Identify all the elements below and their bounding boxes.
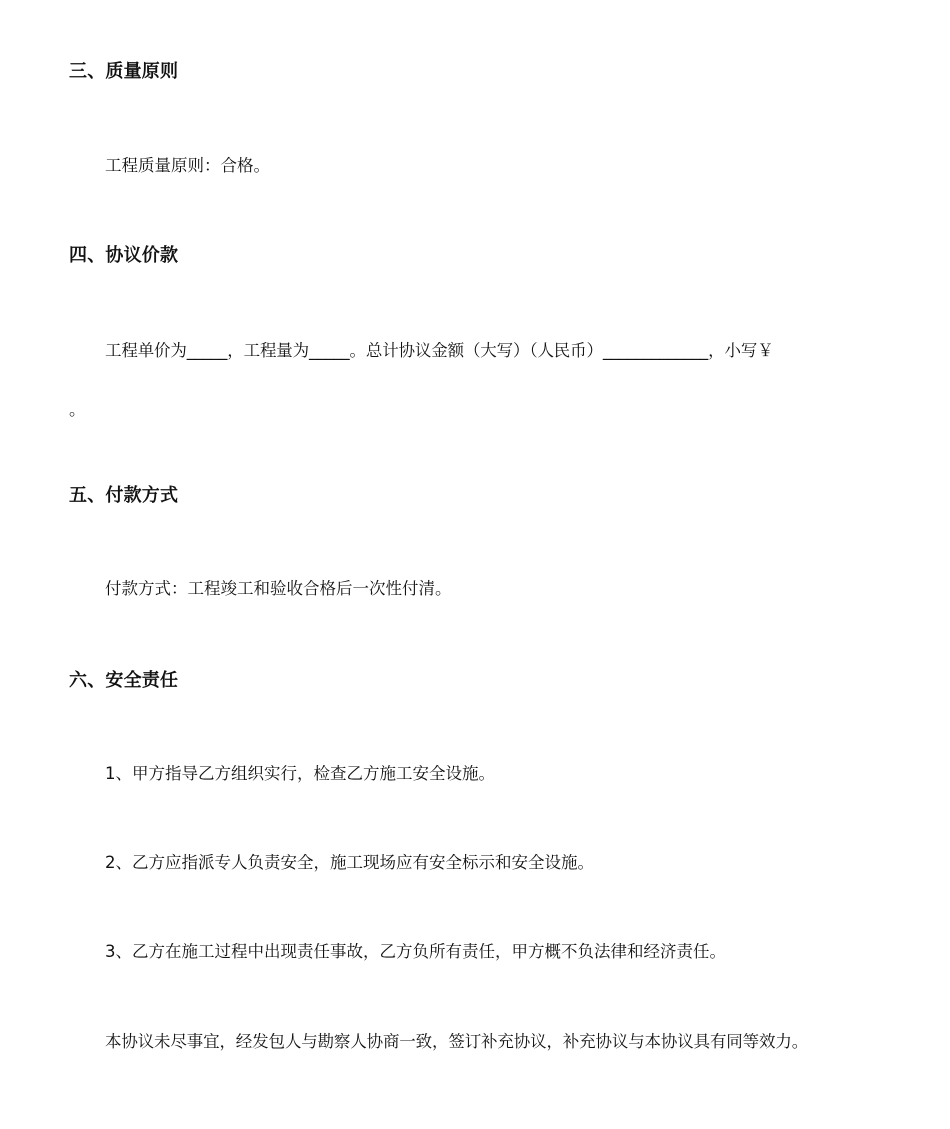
price-text: 工程单价为_____，工程量为_____。总计协议金额（大写）（人民币）_____________，小写￥	[105, 341, 774, 360]
payment-method-text: 付款方式：工程竣工和验收合格后一次性付清。	[105, 579, 452, 598]
safety-item-1: 1、甲方指导乙方组织实行，检查乙方施工安全设施。	[105, 764, 495, 783]
quality-principle-text: 工程质量原则：合格。	[105, 156, 270, 175]
price-text-end: 。	[69, 400, 86, 419]
section-heading-safety: 六、安全责任	[69, 670, 179, 691]
section-heading-price: 四、协议价款	[69, 245, 179, 266]
section-heading-quality: 三、质量原则	[69, 61, 179, 82]
closing-text: 本协议未尽事宜，经发包人与勘察人协商一致，签订补充协议，补充协议与本协议具有同等效力。	[105, 1032, 809, 1051]
safety-item-2: 2、乙方应指派专人负责安全，施工现场应有安全标示和安全设施。	[105, 853, 594, 872]
safety-item-3: 3、乙方在施工过程中出现责任事故，乙方负所有责任，甲方概不负法律和经济责任。	[105, 942, 726, 961]
section-heading-payment: 五、付款方式	[69, 485, 179, 506]
